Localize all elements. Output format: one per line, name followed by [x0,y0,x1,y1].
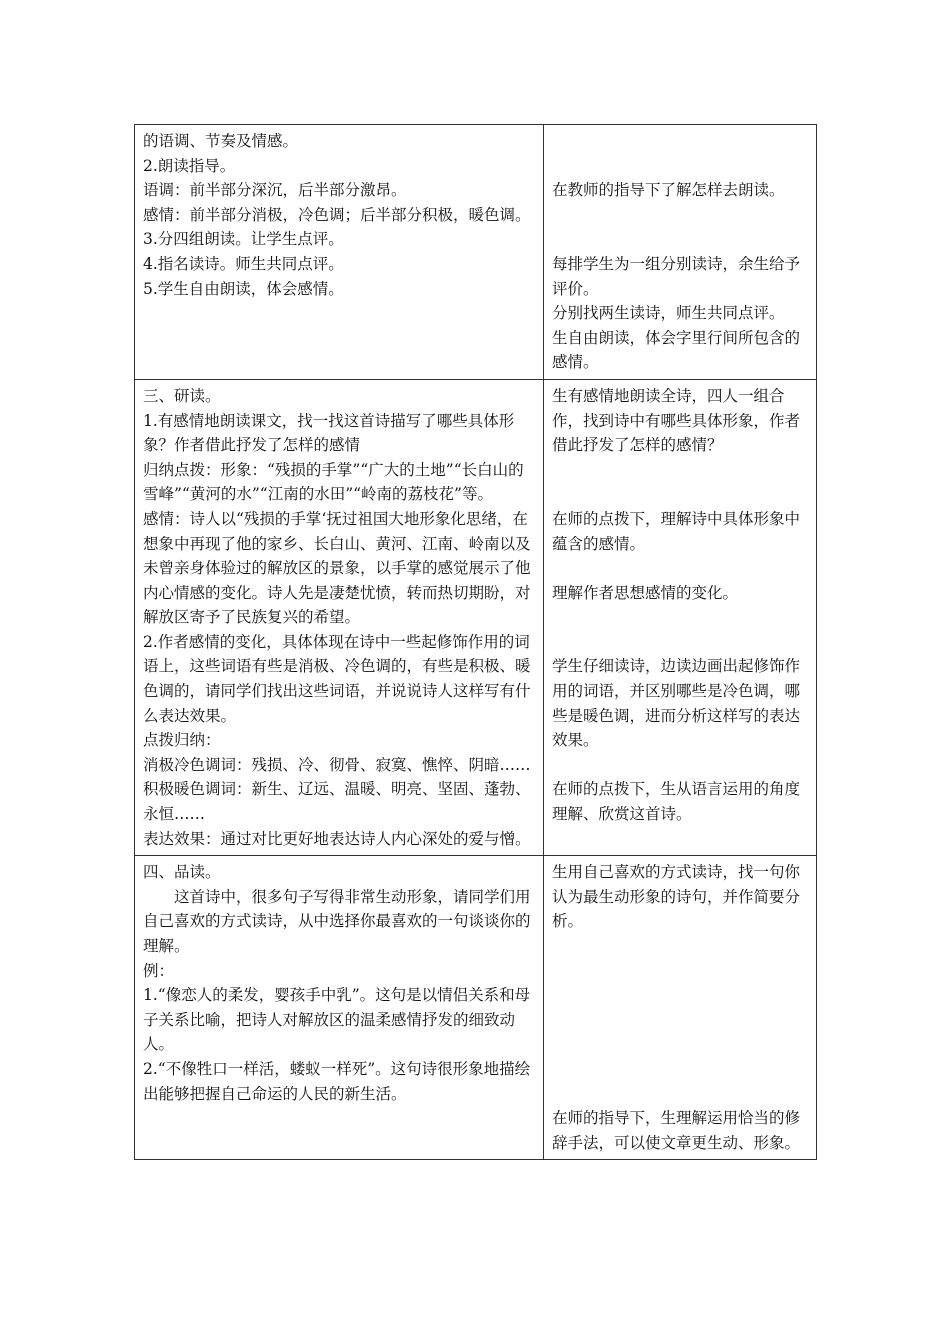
text-line: 2.朗读指导。 [143,156,236,175]
section-heading: 四、品读。 [143,863,221,882]
text-line: 每排学生为一组分别读诗，余生给予评价。 [552,254,801,298]
section-heading: 三、研读。 [143,386,221,405]
text-line: 例： [143,961,175,980]
teacher-activity-cell [135,125,544,380]
text-line: 学生仔细读诗，边读边画出起修饰作用的词语，并区别哪些是冷色调，哪些是暖色调，进而分析这样写的表达效果。 [552,657,801,750]
text-line: 这首诗中，很多句子写得非常生动形象，请同学们用自己喜欢的方式读诗，从中选择你最喜欢的一句谈谈你的理解。 [143,887,531,955]
text-line: 4.指名读诗。师生共同点评。 [143,254,344,273]
text-line: 2.作者感情的变化，具体体现在诗中一些起修饰作用的词语上，这些词语有些是消极、冷色调的，有些是积极、暖色调的，请同学们找出这些词语，并说说诗人这样写有什么表达效果。 [143,632,531,725]
text-line: 感情：前半部分消极，冷色调；后半部分积极，暖色调。 [143,205,531,224]
teacher-activity-cell [135,379,544,855]
student-activity-cell [544,379,817,855]
text-line: 在师的点拨下，生从语言运用的角度理解、欣赏这首诗。 [552,780,801,824]
text-line: 点拨归纳： [143,731,221,750]
table-row [135,856,817,1160]
text-line: 理解作者思想感情的变化。 [552,583,739,602]
text-line: 感情：诗人以“残损的手掌‘抚过祖国大地形象化思绪，在想象中再现了他的家乡、长白山、黄河、江南、岭南以及未曾亲身体验过的解放区的景象，以手掌的感觉展示了他内心情感的变化。诗人先是凄楚忧愤，转而热切期盼，对解放区寄予了民族复兴的希望。 [143,509,531,627]
text-line: 在师的指导下，生理解运用恰当的修辞手法，可以使文章更生动、形象。 [552,1109,801,1152]
text-line: 3.分四组朗读。让学生点评。 [143,230,344,249]
teacher-activity-cell [135,856,544,1160]
text-line: 语调：前半部分深沉，后半部分激昂。 [143,181,407,200]
text-line: 分别找两生读诗，师生共同点评。 [552,304,785,323]
text-line: 1.有感情地朗读课文，找一找这首诗描写了哪些具体形象？作者借此抒发了怎样的感情 [143,411,515,455]
text-line: 表达效果：通过对比更好地表达诗人内心深处的爱与憎。 [143,829,531,848]
text-line: 消极冷色调词：残损、冷、彻骨、寂寞、憔悴、阴暗…… [143,755,531,774]
text-line: 积极暖色调词：新生、辽远、温暖、明亮、坚固、蓬勃、永恒…… [143,780,531,824]
text-line: 的语调、节奏及情感。 [143,132,299,150]
table-row [135,125,817,380]
text-line: 2.“不像牲口一样活，蝼蚁一样死”。这句诗很形象地描绘出能够把握自己命运的人民的新生活。 [143,1059,531,1103]
text-line: 在教师的指导下了解怎样去朗读。 [552,181,785,200]
text-line: 在师的点拨下，理解诗中具体形象中蕴含的感情。 [552,509,801,553]
text-line: 1.“像恋人的柔发，婴孩手中乳”。这句是以情侣关系和母子关系比喻，把诗人对解放区的温柔感情抒发的细致动人。 [143,986,531,1054]
text-line: 生用自己喜欢的方式读诗，找一句你认为最生动形象的诗句，并作简要分析。 [552,863,801,931]
lesson-plan-table [134,124,817,1160]
text-line: 归纳点拨：形象：“残损的手掌”“广大的土地”“长白山的雪峰”“黄河的水”“江南的水田”“岭南的荔枝花”等。 [143,460,524,504]
text-line: 5.学生自由朗读，体会感情。 [143,279,344,298]
text-line: 生有感情地朗读全诗，四人一组合作，找到诗中有哪些具体形象，作者借此抒发了怎样的感情？ [552,386,801,455]
student-activity-cell [544,856,817,1160]
table-row [135,379,817,855]
student-activity-cell [544,125,817,380]
text-line: 生自由朗读，体会字里行间所包含的感情。 [552,328,801,372]
